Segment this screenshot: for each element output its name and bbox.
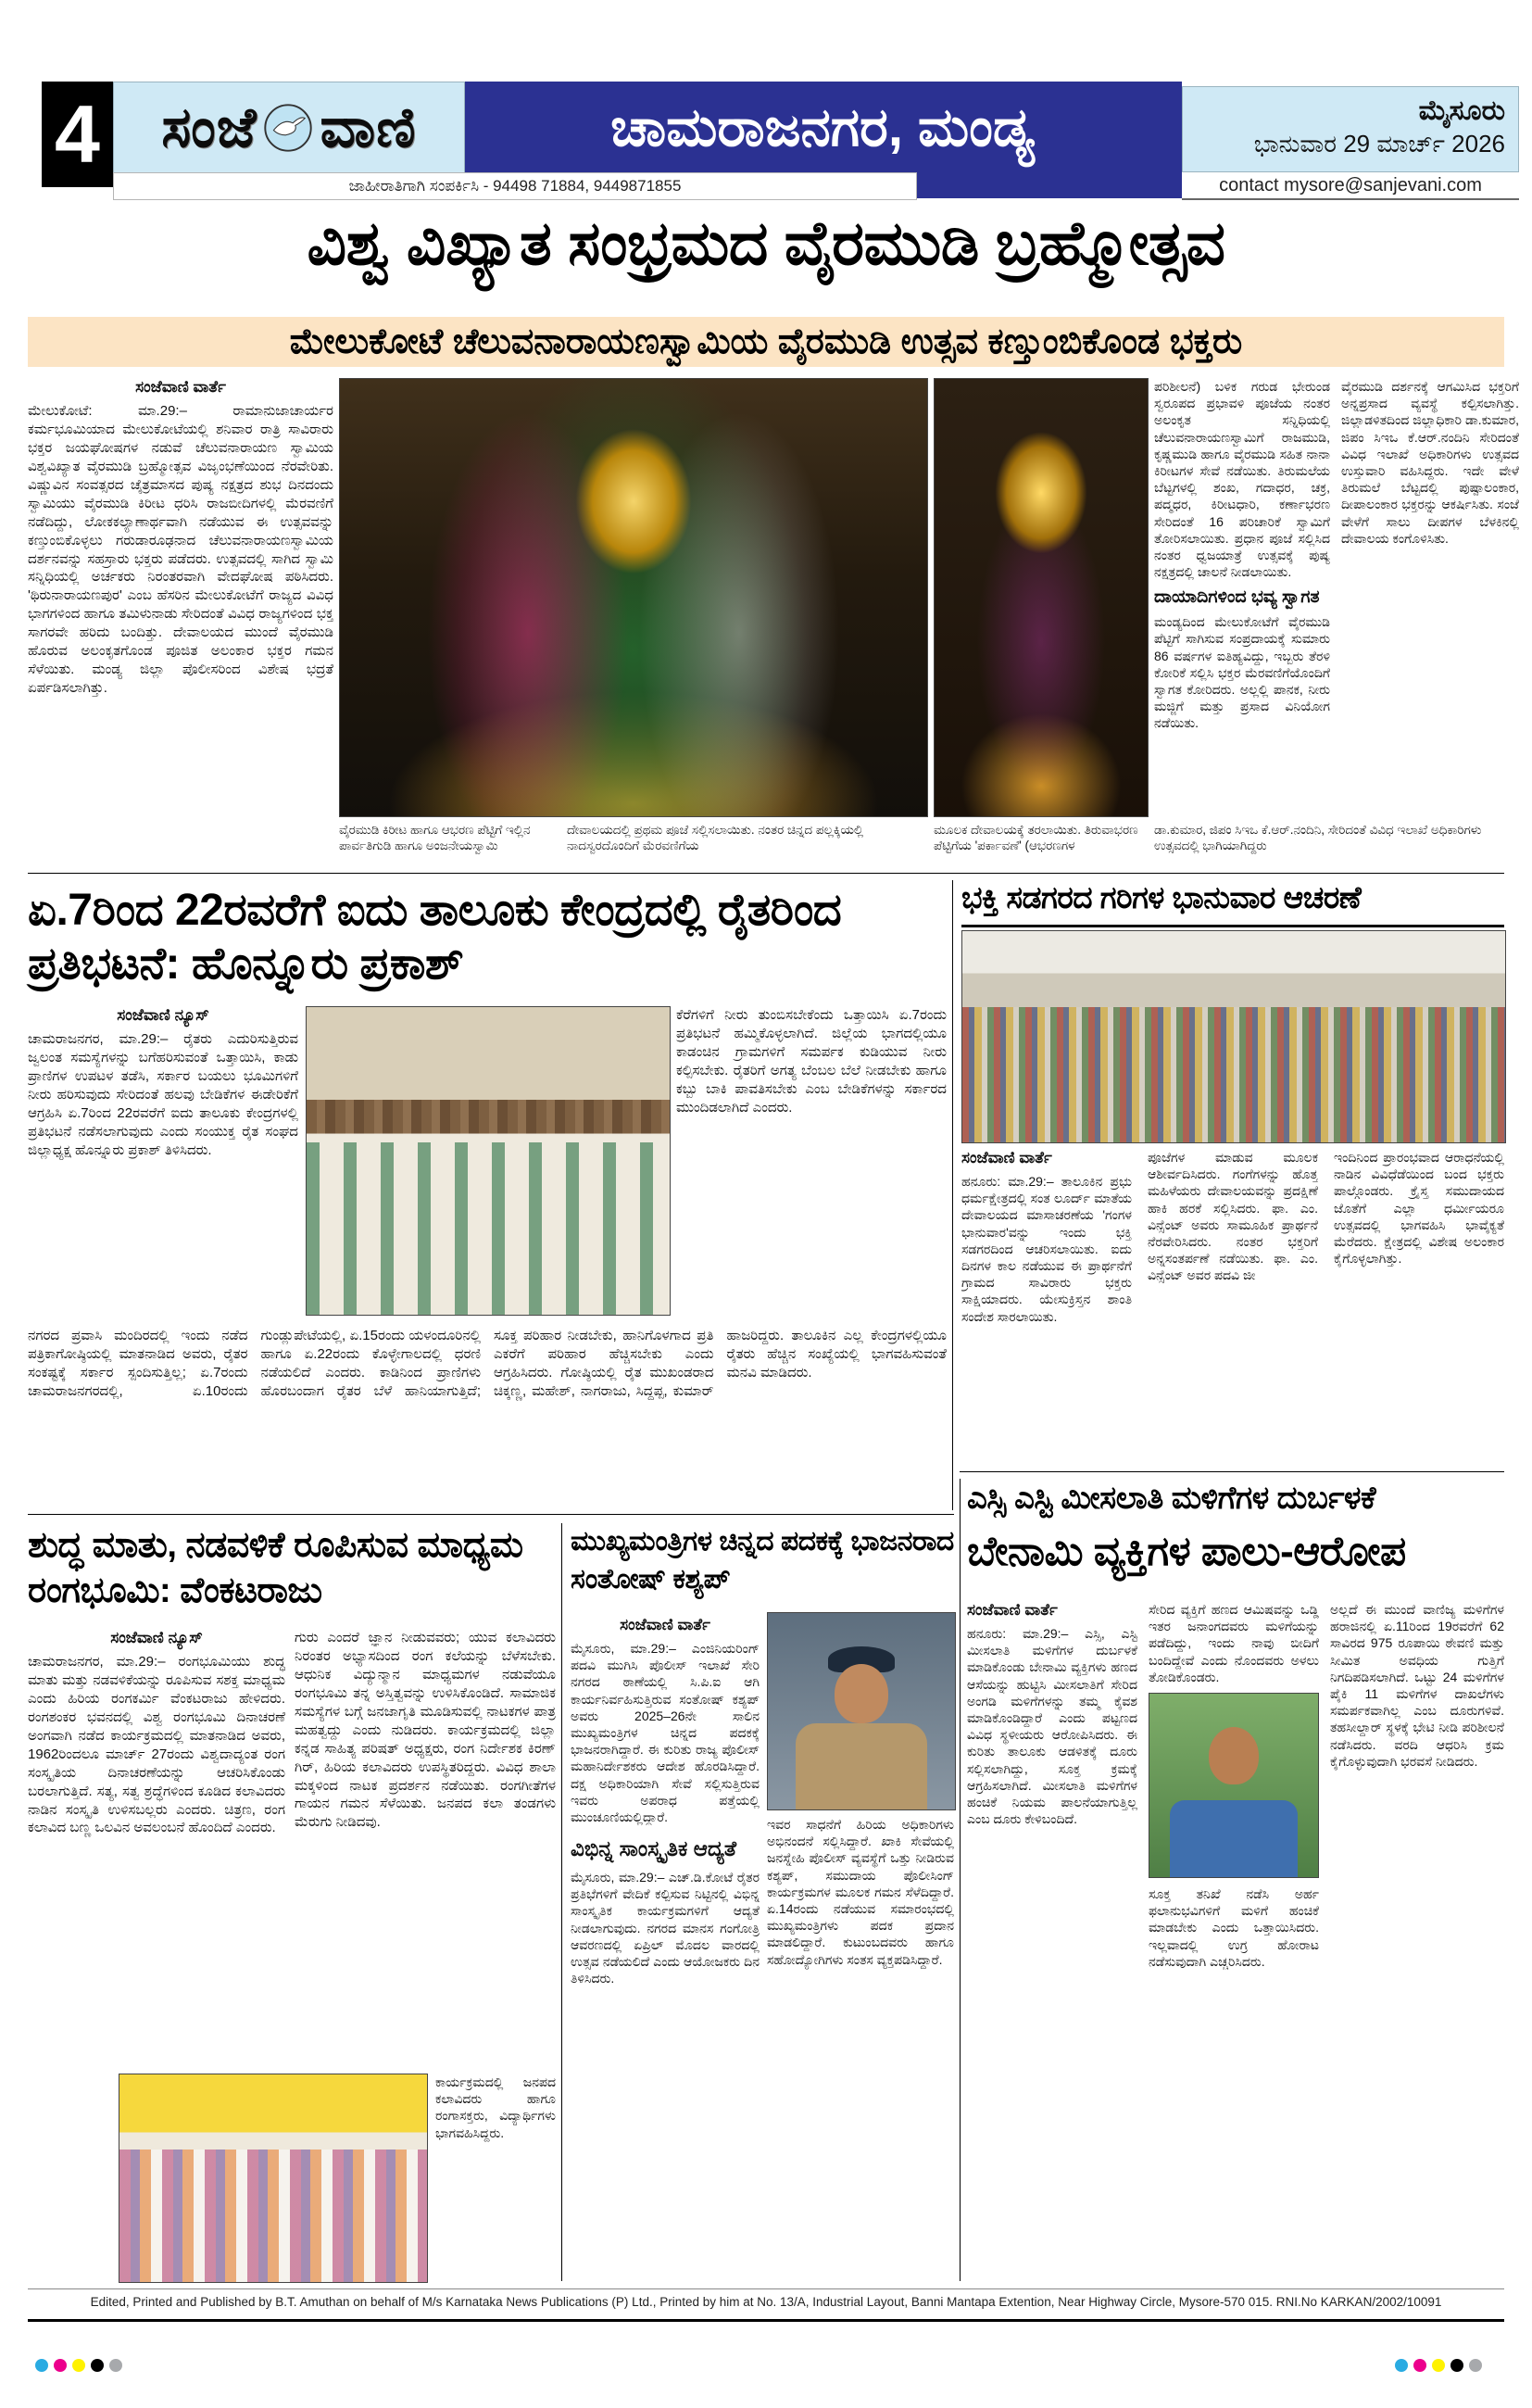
bhakti-byline: ಸಂಜೆವಾಣಿ ವಾರ್ತೆ	[961, 1149, 1052, 1166]
lead-column-right-1	[1154, 378, 1330, 871]
cyan-dot	[1395, 2359, 1408, 2372]
ranga-body-1: ಚಾಮರಾಜನಗರ, ಮಾ.29:– ರಂಗಭೂಮಿಯು ಶುದ್ಧ ಮಾತು ಮತ್ತು ನಡವಳಿಕೆಯನ್ನು ರೂಪಿಸುವ ಸಶಕ್ತ ಮಾಧ್ಯಮ ಎಂದು ಹಿರಿಯ ರಂಗಕರ್ಮಿ ವೆಂಕಟರಾಜು ಹೇಳಿದರು. ರಂಗಶಂಕರ ಭವನದಲ್ಲಿ ವಿಶ್ವ ರಂಗಭೂಮಿ ದಿನಾಚರಣೆ ಅಂಗವಾಗಿ ನಡೆದ ಕಾರ್ಯಕ್ರಮದಲ್ಲಿ ಮಾತನಾಡಿದ ಅವರು, 1962ರಿಂದಲೂ ಮಾರ್ಚ್ 27ರಂದು ವಿಶ್ವದಾದ್ಯಂತ ರಂಗ ಸಂಸ್ಕೃತಿಯ ದಿನಾಚರಣೆಯನ್ನು ಆಚರಿಸಿಕೊಂಡು ಬರಲಾಗುತ್ತಿದೆ. ಸತ್ಯ, ಸತ್ವ ಶ್ರದ್ಧೆಗಳಿಂದ ಕೂಡಿದ ಕಲಾವಿದರು ನಾಡಿನ ಸಂಸ್ಕೃತಿ ಉಳಿಸಬಲ್ಲರು ಎಂದರು. ಚಿತ್ರಣ, ರಂಗ ಕಲಾವಿದ ಬಣ್ಣ ಒಲವಿನ ಅವಲಂಬನೆ ಹೊಂದಿದೆ ಎಂದರು.	[28, 1654, 285, 1836]
section-divider-3	[960, 1471, 1504, 1472]
medal-body-1b: ಮೈಸೂರು, ಮಾ.29:– ಎಚ್.ಡಿ.ಕೋಟೆ ರೈತರ ಪ್ರತಿಭೆಗಳಿಗೆ ವೇದಿಕೆ ಕಲ್ಪಿಸುವ ನಿಟ್ಟಿನಲ್ಲಿ ವಿಭಿನ್ನ ಸಾಂಸ್ಕೃತಿಕ ಕಾರ್ಯಕ್ರಮಗಳಿಗೆ ಆದ್ಯತೆ ನೀಡಲಾಗುವುದು. ನಗರದ ಮಾನಸ ಗಂಗೋತ್ರಿ ಆವರಣದಲ್ಲಿ ಏಪ್ರಿಲ್ ಮೊದಲ ವಾರದಲ್ಲಿ ಉತ್ಸವ ನಡೆಯಲಿದೆ ಎಂದು ಆಯೋಜಕರು ದಿನ ತಿಳಿಸಿದರು.	[571, 1870, 760, 1986]
medal-byline: ಸಂಜೆವಾಣಿ ವಾರ್ತೆ	[620, 1616, 710, 1633]
column-rule-3	[960, 1479, 961, 2281]
photo-police-officer	[767, 1612, 956, 1810]
lead-body-right-1b: ಮಂಡ್ಯದಿಂದ ಮೇಲುಕೋಟೆಗೆ ವೈರಮುಡಿ ಪೆಟ್ಟಿಗೆ ಸಾಗಿಸುವ ಸಂಪ್ರದಾಯಕ್ಕೆ ಸುಮಾರು 86 ವರ್ಷಗಳ ಐತಿಹ್ಯವಿದ್ದು, ಇಬ್ಬರು ತೆರಳಿ ಕೋರಿಕೆ ಸಲ್ಲಿಸಿ ಭಕ್ತರ ಮೆರವಣಿಗೆಯೊಂದಿಗೆ ಸ್ವಾಗತ ಕೋರಿದರು. ಅಲ್ಲಲ್ಲಿ ಪಾನಕ, ನೀರು ಮಜ್ಜಿಗೆ ಮತ್ತು ಪ್ರಸಾದ ವಿನಿಯೋಗ ನಡೆಯಿತು.	[1154, 614, 1330, 731]
officer-uniform-shape	[796, 1723, 926, 1809]
magenta-dot	[54, 2359, 67, 2372]
man-shirt-shape	[1170, 1800, 1298, 1877]
man-head-shape	[1209, 1727, 1259, 1784]
bhakti-body-3: ಇಂದಿನಿಂದ ಪ್ರಾರಂಭವಾದ ಆರಾಧನೆಯಲ್ಲಿ ನಾಡಿನ ವಿವಿಧೆಡೆಯಿಂದ ಬಂದ ಭಕ್ತರು ಪಾಲ್ಗೊಂಡರು. ಕ್ರೈಸ್ತ ಸಮುದಾಯದ ಜೊತೆಗೆ ಎಲ್ಲಾ ಧರ್ಮೀಯರೂ ಉತ್ಸವದಲ್ಲಿ ಭಾಗವಹಿಸಿ ಭಾವೈಕ್ಯತೆ ಮೆರೆದರು. ಕ್ಷೇತ್ರದಲ್ಲಿ ವಿಶೇಷ ಅಲಂಕಾರ ಕೈಗೊಳ್ಳಲಾಗಿತ್ತು.	[1334, 1150, 1504, 1267]
section-divider-2	[28, 1514, 954, 1515]
benami-body-3: ಅಲ್ಲದೆ ಈ ಮುಂದೆ ವಾಣಿಜ್ಯ ಮಳಿಗೆಗಳ ಹರಾಜಿನಲ್ಲಿ ಏ.11ರಿಂದ 19ರವರೆಗೆ 62 ಸಾವಿರದ 975 ರೂಪಾಯಿ ಠೇವಣಿ ಮತ್ತು ಸೀಮಿತ ಅವಧಿಯ ಗುತ್ತಿಗೆ ನಿಗದಿಪಡಿಸಲಾಗಿದೆ. ಒಟ್ಟು 24 ಮಳಿಗೆಗಳ ಪೈಕಿ 11 ಮಳಿಗೆಗಳ ದಾಖಲೆಗಳು ಸಮರ್ಪಕವಾಗಿಲ್ಲ ಎಂಬ ದೂರುಗಳಿವೆ. ತಹಸೀಲ್ದಾರ್ ಸ್ಥಳಕ್ಕೆ ಭೇಟಿ ನೀಡಿ ಪರಿಶೀಲನೆ ನಡೆಸಿದರು. ವರದಿ ಆಧರಿಸಿ ಕ್ರಮ ಕೈಗೊಳ್ಳುವುದಾಗಿ ಭರವಸೆ ನೀಡಿದರು.	[1330, 1602, 1504, 1769]
lead-column-left	[28, 378, 333, 871]
gray-dot	[109, 2359, 122, 2372]
gray-dot	[1469, 2359, 1482, 2372]
edition-city: ಮೈಸೂರು	[1418, 95, 1505, 126]
bhakti-body-2: ಪೂಜೆಗಳ ಮಾಡುವ ಮೂಲಕ ಆಶೀರ್ವದಿಸಿದರು. ಗಂಗೆಗಳನ್ನು ಹೊತ್ತ ಮಹಿಳೆಯರು ದೇವಾಲಯವನ್ನು ಪ್ರದಕ್ಷಿಣೆ ಹಾಕಿ ಹರಕೆ ಸಲ್ಲಿಸಿದರು. ಫಾ. ಎಂ. ವಿನ್ಸೆಂಟ್ ಅವರು ಸಾಮೂಹಿಕ ಪ್ರಾರ್ಥನೆ ನೆರವೇರಿಸಿದರು. ನಂತರ ಭಕ್ತರಿಗೆ ಅನ್ನಸಂತರ್ಪಣೆ ನಡೆಯಿತು. ಫಾ. ಎಂ. ವಿನ್ಸೆಂಟ್ ಅವರ ಪದವಿ ಜೀ	[1148, 1150, 1318, 1283]
ranga-body-2: ಗುರು ಎಂದರೆ ಜ್ಞಾನ ನೀಡುವವರು; ಯುವ ಕಲಾವಿದರು ನಿರಂತರ ಅಭ್ಯಾಸದಿಂದ ರಂಗ ಕಲೆಯನ್ನು ಬೆಳೆಸಬೇಕು. ಆಧುನಿಕ ವಿದ್ಯುನ್ಮಾನ ಮಾಧ್ಯಮಗಳ ನಡುವೆಯೂ ರಂಗಭೂಮಿ ತನ್ನ ಅಸ್ತಿತ್ವವನ್ನು ಉಳಿಸಿಕೊಂಡಿದೆ. ಸಾಮಾಜಿಕ ಸಮಸ್ಯೆಗಳ ಬಗ್ಗೆ ಜನಜಾಗೃತಿ ಮೂಡಿಸುವಲ್ಲಿ ನಾಟಕಗಳ ಪಾತ್ರ ಮಹತ್ವದ್ದು ಎಂದು ನುಡಿದರು. ಕಾರ್ಯಕ್ರಮದಲ್ಲಿ ಜಿಲ್ಲಾ ಕನ್ನಡ ಸಾಹಿತ್ಯ ಪರಿಷತ್ ಅಧ್ಯಕ್ಷರು, ರಂಗ ನಿರ್ದೇಶಕ ಕಿರಣ್ ಗಿರ್, ಹಿರಿಯ ಕಲಾವಿದರು ಉಪಸ್ಥಿತರಿದ್ದರು. ವಿವಿಧ ಶಾಲಾ ಮಕ್ಕಳಿಂದ ನಾಟಕ ಪ್ರದರ್ಶನ ನಡೆಯಿತು. ರಂಗಗೀತೆಗಳ ಗಾಯನ ಗಮನ ಸೆಳೆಯಿತು. ಜನಪದ ಕಲಾ ತಂಡಗಳು ಮೆರುಗು ನೀಡಿದವು.	[295, 1630, 556, 1831]
yellow-dot	[1432, 2359, 1445, 2372]
lead-crosshead: ದಾಯಾದಿಗಳಿಂದ ಭವ್ಯ ಸ್ವಾಗತ	[1154, 587, 1320, 608]
photo-caption-3: ಮೂಲಕ ದೇವಾಲಯಕ್ಕೆ ತರಲಾಯಿತು. ತಿರುವಾಭರಣ ಪೆಟ್ಟಿಗೆಯ 'ಪರ್ಕಾವಣೆ' (ಆಭರಣಗಳ	[934, 823, 1138, 852]
photo-vairamudi-deity	[339, 378, 928, 817]
black-dot	[91, 2359, 104, 2372]
dove-icon	[264, 104, 312, 152]
farmers-headline: ಏ.7ರಿಂದ 22ರವರೆಗೆ ಐದು ತಾಲೂಕು ಕೇಂದ್ರದಲ್ಲಿ ರೈತರಿಂದ ಪ್ರತಿಭಟನೆ: ಹೊನ್ನೂರು ಪ್ರಕಾಶ್	[28, 886, 842, 989]
masthead-text-right: ವಾಣಿ	[320, 96, 417, 158]
benami-headline-line1: ಎಸ್ಸಿ ಎಸ್ಟಿ ಮೀಸಲಾತಿ ಮಳಿಗೆಗಳ ದುರ್ಬಳಕೆ	[967, 1481, 1376, 1516]
photo-caption-1: ವೈರಮುಡಿ ಕಿರೀಟ ಹಾಗೂ ಆಭರಣ ಪೆಟ್ಟಿಗೆ ಇಲ್ಲಿನ ಪಾರ್ವತಿಗುಡಿ ಹಾಗೂ ಅಂಜನೇಯಸ್ವಾಮಿ	[339, 823, 531, 852]
lead-body-left: ಮೇಲುಕೋಟೆ: ಮಾ.29:– ರಾಮಾನುಜಾಚಾರ್ಯರ ಕರ್ಮಭೂಮಿಯಾದ ಮೇಲುಕೋಟೆಯಲ್ಲಿ ಶನಿವಾರ ರಾತ್ರಿ ಸಾವಿರಾರು ಭಕ್ತರ ಜಯಘೋಷಗಳ ನಡುವೆ ಚೆಲುವನಾರಾಯಣ ಸ್ವಾಮಿಯ ವಿಶ್ವವಿಖ್ಯಾತ ವೈರಮುಡಿ ಬ್ರಹ್ಮೋತ್ಸವ ವಿಜೃಂಭಣೆಯಿಂದ ನೆರವೇರಿತು. ವಿಷ್ಣುವಿನ ಸಂವತ್ಸರದ ಚೈತ್ರಮಾಸದ ಪುಷ್ಯ ನಕ್ಷತ್ರದ ಶುಭ ದಿನದಂದು ಸ್ವಾಮಿಯು ವೈರಮುಡಿ ಕಿರೀಟ ಧರಿಸಿ ರಾಜಬೀದಿಗಳಲ್ಲಿ ಮೆರವಣಿಗೆ ನಡೆದಿದ್ದು, ಲೋಕಕಲ್ಯಾಣಾರ್ಥವಾಗಿ ನಡೆಯುವ ಈ ಉತ್ಸವವನ್ನು ಕಣ್ತುಂಬಿಕೊಳ್ಳಲು ಗರುಡಾರೂಢನಾದ ಚೆಲುವನಾರಾಯಣಸ್ವಾಮಿಯ ದರ್ಶನವನ್ನು ಸಹಸ್ರಾರು ಭಕ್ತರು ಪಡೆದರು. ಉತ್ಸವದಲ್ಲಿ ಸಾಗಿದ ಸ್ವಾಮಿ ಸನ್ನಿಧಿಯಲ್ಲಿ ಅರ್ಚಕರು ನಿರಂತರವಾಗಿ ವೇದಘೋಷ ಪಠಿಸಿದರು. 'ಥಿರುನಾರಾಯಣಪುರ' ಎಂಬ ಹೆಸರಿನ ಮೇಲುಕೋಟೆಗೆ ರಾಜ್ಯದ ವಿವಿಧ ಭಾಗಗಳಿಂದ ಹಾಗೂ ತಮಿಳುನಾಡು ಸೇರಿದಂತೆ ವಿವಿಧ ರಾಜ್ಯಗಳಿಂದ ಭಕ್ತ ಸಾಗರವೇ ಹರಿದು ಬಂದಿತ್ತು. ದೇವಾಲಯದ ಮುಂದೆ ವೈರಮುಡಿ ಹೊರುವ ಅಲಂಕೃತಗೊಂಡ ಪೂಜಿತ ಅಲಂಕಾರ ಭಕ್ತರ ಗಮನ ಸೆಳೆಯಿತು. ಮಂಡ್ಯ ಜಿಲ್ಲಾ ಪೊಲೀಸರಿಂದ ವಿಶೇಷ ಭದ್ರತೆ ಏರ್ಪಡಿಸಲಾಗಿತ್ತು.	[28, 403, 333, 697]
registration-dots-right	[1395, 2359, 1482, 2372]
magenta-dot	[1413, 2359, 1426, 2372]
medal-body-1a: ಮೈಸೂರು, ಮಾ.29:– ಎಂಜಿನಿಯರಿಂಗ್ ಪದವಿ ಮುಗಿಸಿ ಪೊಲೀಸ್ ಇಲಾಖೆ ಸೇರಿ ನಗರದ ಠಾಣೆಯಲ್ಲಿ ಸಿ.ಪಿ.ಐ ಆಗಿ ಕಾರ್ಯನಿರ್ವಹಿಸುತ್ತಿರುವ ಸಂತೋಷ್ ಕಶ್ಯಪ್ ಅವರು 2025–26ನೇ ಸಾಲಿನ ಮುಖ್ಯಮಂತ್ರಿಗಳ ಚಿನ್ನದ ಪದಕಕ್ಕೆ ಭಾಜನರಾಗಿದ್ದಾರೆ. ಈ ಕುರಿತು ರಾಜ್ಯ ಪೊಲೀಸ್ ಮಹಾನಿರ್ದೇಶಕರು ಆದೇಶ ಹೊರಡಿಸಿದ್ದಾರೆ. ದಕ್ಷ ಅಧಿಕಾರಿಯಾಗಿ ಸೇವೆ ಸಲ್ಲಿಸುತ್ತಿರುವ ಇವರು ಅಪರಾಧ ಪತ್ತೆಯಲ್ಲಿ ಮುಂಚೂಣಿಯಲ್ಲಿದ್ದಾರೆ.	[571, 1641, 760, 1824]
cyan-dot	[35, 2359, 48, 2372]
lead-byline: ಸಂಜೆವಾಣಿ ವಾರ್ತೆ	[135, 378, 226, 396]
photo-church-gathering	[961, 930, 1506, 1143]
farmers-byline: ಸಂಜೆವಾಣಿ ನ್ಯೂಸ್	[117, 1006, 209, 1024]
edition-date: ಭಾನುವಾರ 29 ಮಾರ್ಚ್ 2026	[1253, 130, 1505, 158]
edition-banner-text: ಚಾಮರಾಜನಗರ, ಮಂಡ್ಯ	[610, 97, 1035, 158]
lead-column-right-2	[1341, 378, 1519, 871]
photo-caption-4: ಡಾ.ಕುಮಾರ, ಜಿಪಂ ಸಿಇಒ ಕೆ.ಆರ್.ನಂದಿನಿ, ಸೇರಿದಂತೆ ವಿವಿಧ ಇಲಾಖೆ ಅಧಿಕಾರಿಗಳು ಉತ್ಸವದಲ್ಲಿ ಭಾಗಿಯಾಗಿದ್ದರು	[1154, 823, 1482, 852]
photo-caption-2: ದೇವಾಲಯದಲ್ಲಿ ಪ್ರಥಮ ಪೂಜೆ ಸಲ್ಲಿಸಲಾಯಿತು. ನಂತರ ಚಿನ್ನದ ಪಲ್ಲಕ್ಕಿಯಲ್ಲಿ ನಾದಸ್ವರದೊಂದಿಗೆ ಮೆರವಣಿಗೆಯ	[567, 823, 864, 852]
benami-byline: ಸಂಜೆವಾಣಿ ವಾರ್ತೆ	[967, 1601, 1058, 1619]
masthead-text-left: ಸಂಜೆ	[161, 96, 257, 158]
column-rule-1	[952, 880, 953, 1510]
lead-headline: ವಿಶ್ವ ವಿಖ್ಯಾತ ಸಂಭ್ರಮದ ವೈರಮುಡಿ ಬ್ರಹ್ಮೋತ್ಸವ	[307, 208, 1225, 277]
benami-body-2a: ಸೇರಿದ ವ್ಯಕ್ತಿಗೆ ಹಣದ ಆಮಿಷವನ್ನು ಒಡ್ಡಿ ಇತರ ಜನಾಂಗದವರು ಮಳಿಗೆಯನ್ನು ಪಡೆದಿದ್ದು, ಇಂದು ನಾವು ಬೀದಿಗೆ ಬಂದಿದ್ದೇವೆ ಎಂದು ನೊಂದವರು ಅಳಲು ತೋಡಿಕೊಂಡರು.	[1149, 1602, 1319, 1684]
benami-body-2b: ಸೂಕ್ತ ತನಿಖೆ ನಡೆಸಿ ಅರ್ಹ ಫಲಾನುಭವಿಗಳಿಗೆ ಮಳಿಗೆ ಹಂಚಿಕೆ ಮಾಡಬೇಕು ಎಂದು ಒತ್ತಾಯಿಸಿದರು. ಇಲ್ಲವಾದಲ್ಲಿ ಉಗ್ರ ಹೋರಾಟ ನಡೆಸುವುದಾಗಿ ಎಚ್ಚರಿಸಿದರು.	[1149, 1885, 1319, 1969]
advert-contact-text: ಜಾಹೀರಾತಿಗಾಗಿ ಸಂಪರ್ಕಿಸಿ - 94498 71884, 9449871855	[348, 177, 682, 195]
farmers-body-bottom: ನಗರದ ಪ್ರವಾಸಿ ಮಂದಿರದಲ್ಲಿ ಇಂದು ನಡೆದ ಪತ್ರಿಕಾಗೋಷ್ಠಿಯಲ್ಲಿ ಮಾತನಾಡಿದ ಅವರು, ರೈತರ ಸಂಕಷ್ಟಕ್ಕೆ ಸರ್ಕಾರ ಸ್ಪಂದಿಸುತ್ತಿಲ್ಲ; ಏ.7ರಂದು ಚಾಮರಾಜನಗರದಲ್ಲಿ, ಏ.10ರಂದು ಗುಂಡ್ಲುಪೇಟೆಯಲ್ಲಿ, ಏ.15ರಂದು ಯಳಂದೂರಿನಲ್ಲಿ ಹಾಗೂ ಏ.22ರಂದು ಕೊಳ್ಳೇಗಾಲದಲ್ಲಿ ಧರಣಿ ನಡೆಯಲಿದೆ ಎಂದರು. ಕಾಡಿನಿಂದ ಪ್ರಾಣಿಗಳು ಹೊರಬಂದಾಗ ರೈತರ ಬೆಳೆ ಹಾನಿಯಾಗುತ್ತಿದೆ; ಸೂಕ್ತ ಪರಿಹಾರ ನೀಡಬೇಕು, ಹಾನಿಗೊಳಗಾದ ಪ್ರತಿ ಎಕರೆಗೆ ಪರಿಹಾರ ಹೆಚ್ಚಿಸಬೇಕು ಎಂದು ಆಗ್ರಹಿಸಿದರು. ಗೋಷ್ಠಿಯಲ್ಲಿ ರೈತ ಮುಖಂಡರಾದ ಚಿಕ್ಕಣ್ಣ, ಮಹೇಶ್, ನಾಗರಾಜು, ಸಿದ್ದಪ್ಪ, ಕುಮಾರ್ ಹಾಜರಿದ್ದರು. ತಾಲೂಕಿನ ಎಲ್ಲ ಕೇಂದ್ರಗಳಲ್ಲಿಯೂ ರೈತರು ಹೆಚ್ಚಿನ ಸಂಖ್ಯೆಯಲ್ಲಿ ಭಾಗವಹಿಸುವಂತೆ ಮನವಿ ಮಾಡಿದರು.	[28, 1328, 947, 1399]
ranga-column-1	[28, 1629, 285, 2068]
bhakti-column-1	[961, 1149, 1132, 1508]
medal-column-1	[571, 1616, 760, 2281]
date-box	[1182, 86, 1519, 172]
ranga-headline: ಶುದ್ಧ ಮಾತು, ನಡವಳಿಕೆ ರೂಪಿಸುವ ಮಾಧ್ಯಮ ರಂಗಭೂಮಿ: ವೆಂಕಟರಾಜು	[28, 1526, 523, 1610]
advert-contact-line	[113, 172, 917, 200]
lead-body-right-1a: ಪರಿಶೀಲನೆ) ಬಳಿಕ ಗರುಡ ಭೇರುಂಡ ಸ್ವರೂಪದ ಪ್ರಭಾವಳಿ ಪೂಜೆಯ ನಂತರ ಅಲಂಕೃತ ಸನ್ನಿಧಿಯಲ್ಲಿ ಚೆಲುವನಾರಾಯಣಸ್ವಾಮಿಗೆ ರಾಜಮುಡಿ, ಕೃಷ್ಣಮುಡಿ ಹಾಗೂ ವೈರಮುಡಿ ಸಹಿತ ನಾನಾ ಕಿರೀಟಗಳ ಸೇವೆ ನಡೆಯಿತು. ತಿರುಮಲೆಯ ಬೆಟ್ಟಗಳಲ್ಲಿ ಶಂಖ, ಗದಾಧರ, ಚಕ್ರ, ಪದ್ಮಧರ, ಕಿರೀಟಧಾರಿ, ಕರ್ಣಾಭರಣ ಸೇರಿದಂತೆ 16 ಪರಿಚಾರಿಕೆ ಸ್ವಾಮಿಗೆ ತೋರಿಸಲಾಯಿತು. ಪ್ರಧಾನ ಪೂಜೆ ಸಲ್ಲಿಸಿದ ನಂತರ ಧ್ವಜಯಾತ್ರೆ ಉತ್ಸವಕ್ಕೆ ಪುಷ್ಯ ನಕ್ಷತ್ರದಲ್ಲಿ ಚಾಲನೆ ನೀಡಲಾಯಿತು.	[1154, 379, 1330, 580]
registration-dots-left	[35, 2359, 122, 2372]
benami-headline-line2: ಬೇನಾಮಿ ವ್ಯಕ್ತಿಗಳ ಪಾಲು-ಆರೋಪ	[967, 1529, 1406, 1574]
officer-head-shape	[835, 1664, 888, 1723]
farmers-body-1: ಚಾಮರಾಜನಗರ, ಮಾ.29:– ರೈತರು ಎದುರಿಸುತ್ತಿರುವ ಜ್ವಲಂತ ಸಮಸ್ಯೆಗಳನ್ನು ಬಗೆಹರಿಸುವಂತೆ ಒತ್ತಾಯಿಸಿ, ಕಾಡು ಪ್ರಾಣಿಗಳ ಉಪಟಳ ತಡೆಸಿ, ಸರ್ಕಾರ ಬಯಲು ಭೂಮಿಗಳಿಗೆ ನೀರು ಹರಿಸುವುದು ಸೇರಿದಂತೆ ಹಲವು ಬೇಡಿಕೆಗಳ ಈಡೇರಿಕೆಗೆ ಆಗ್ರಹಿಸಿ ಏ.7ರಿಂದ 22ರವರೆಗೆ ಐದು ತಾಲೂಕು ಕೇಂದ್ರಗಳಲ್ಲಿ ಪ್ರತಿಭಟನೆ ನಡೆಸಲಾಗುವುದು ಎಂದು ಸಂಯುಕ್ತ ರೈತ ಸಂಘದ ಜಿಲ್ಲಾಧ್ಯಕ್ಷ ಹೊನ್ನೂರು ಪ್ರಕಾಶ್ ತಿಳಿಸಿದರು.	[28, 1031, 298, 1158]
footer-rule	[28, 2319, 1504, 2322]
farmers-column-2	[676, 1006, 947, 1319]
ranga-body-side: ಕಾರ್ಯಕ್ರಮದಲ್ಲಿ ಜನಪದ ಕಲಾವಿದರು ಹಾಗೂ ರಂಗಾಸಕ್ತರು, ವಿದ್ಯಾರ್ಥಿಗಳು ಭಾಗವಹಿಸಿದ್ದರು.	[435, 2074, 556, 2140]
bhakti-headline: ಭಕ್ತಿ ಸಡಗರದ ಗರಿಗಳ ಭಾನುವಾರ ಆಚರಣೆ	[961, 880, 1504, 927]
farmers-column-1	[28, 1006, 298, 1319]
medal-headline: ಮುಖ್ಯಮಂತ್ರಿಗಳ ಚಿನ್ನದ ಪದಕಕ್ಕೆ ಭಾಜನರಾದ ಸಂತೋಷ್ ಕಶ್ಯಪ್	[571, 1526, 954, 1595]
page-number	[42, 82, 113, 187]
masthead	[113, 82, 465, 174]
yellow-dot	[72, 2359, 85, 2372]
column-rule-2	[561, 1523, 562, 2281]
medal-crosshead: ವಿಭಿನ್ನ ಸಾಂಸ್ಕೃತಿಕ ಆದ್ಯತೆ	[571, 1836, 737, 1861]
medal-body-2: ಇವರ ಸಾಧನೆಗೆ ಹಿರಿಯ ಅಧಿಕಾರಿಗಳು ಅಭಿನಂದನೆ ಸಲ್ಲಿಸಿದ್ದಾರೆ. ಖಾಕಿ ಸೇವೆಯಲ್ಲಿ ಜನಸ್ನೇಹಿ ಪೊಲೀಸ್ ವ್ಯವಸ್ಥೆಗೆ ಒತ್ತು ನೀಡಿರುವ ಕಶ್ಯಪ್, ಸಮುದಾಯ ಪೊಲೀಸಿಂಗ್ ಕಾರ್ಯಕ್ರಮಗಳ ಮೂಲಕ ಗಮನ ಸೆಳೆದಿದ್ದಾರೆ. ಏ.14ರಂದು ನಡೆಯುವ ಸಮಾರಂಭದಲ್ಲಿ ಮುಖ್ಯಮಂತ್ರಿಗಳು ಪದಕ ಪ್ರದಾನ ಮಾಡಲಿದ್ದಾರೆ. ಕುಟುಂಬದವರು ಹಾಗೂ ಸಹೋದ್ಯೋಗಿಗಳು ಸಂತಸ ವ್ಯಕ್ತಪಡಿಸಿದ್ದಾರೆ.	[767, 1817, 954, 1967]
benami-column-1	[967, 1601, 1137, 2281]
contact-email	[1182, 172, 1519, 200]
lead-body-right-2: ವೈರಮುಡಿ ದರ್ಶನಕ್ಕೆ ಆಗಮಿಸಿದ ಭಕ್ತರಿಗೆ ಅನ್ನಪ್ರಸಾದ ವ್ಯವಸ್ಥೆ ಕಲ್ಪಿಸಲಾಗಿತ್ತು. ಜಿಲ್ಲಾಡಳಿತದಿಂದ ಜಿಲ್ಲಾಧಿಕಾರಿ ಡಾ.ಕುಮಾರ, ಜಿಪಂ ಸಿಇಒ ಕೆ.ಆರ್.ನಂದಿನಿ ಸೇರಿದಂತೆ ವಿವಿಧ ಇಲಾಖೆ ಅಧಿಕಾರಿಗಳು ಉತ್ಸವದ ಉಸ್ತುವಾರಿ ವಹಿಸಿದ್ದರು. ಇದೇ ವೇಳೆ ತಿರುಮಲೆ ಬೆಟ್ಟದಲ್ಲಿ ಪುಷ್ಪಾಲಂಕಾರ, ದೀಪಾಲಂಕಾರ ಭಕ್ತರನ್ನು ಆಕರ್ಷಿಸಿತು. ಸಂಜೆ ವೇಳೆಗೆ ಸಾಲು ದೀಪಗಳ ಬೆಳಕಿನಲ್ಲಿ ದೇವಾಲಯ ಕಂಗೊಳಿಸಿತು.	[1341, 379, 1519, 546]
ranga-byline: ಸಂಜೆವಾಣಿ ನ್ಯೂಸ್	[110, 1629, 203, 1646]
photo-farmers-press-meet	[306, 1006, 671, 1316]
lead-subhead-text: ಮೇಲುಕೋಟೆ ಚೆಲುವನಾರಾಯಣಸ್ವಾಮಿಯ ವೈರಮುಡಿ ಉತ್ಸವ ಕಣ್ತುಂಬಿಕೊಂಡ ಭಕ್ತರು	[289, 321, 1243, 361]
lead-subhead	[28, 317, 1504, 367]
benami-body-1: ಹನೂರು: ಮಾ.29:– ಎಸ್ಸಿ, ಎಸ್ಟಿ ಮೀಸಲಾತಿ ಮಳಿಗೆಗಳ ದುರ್ಬಳಕೆ ಮಾಡಿಕೊಂಡು ಬೇನಾಮಿ ವ್ಯಕ್ತಿಗಳು ಹಣದ ಆಸೆಯನ್ನು ಹುಟ್ಟಿಸಿ ಮೀಸಲಾತಿಗೆ ಸೇರಿದ ಅಂಗಡಿ ಮಳಿಗೆಗಳನ್ನು ತಮ್ಮ ಕೈವಶ ಮಾಡಿಕೊಂಡಿದ್ದಾರೆ ಎಂದು ಪಟ್ಟಣದ ವಿವಿಧ ಸ್ಥಳೀಯರು ಆರೋಪಿಸಿದರು. ಈ ಕುರಿತು ತಾಲೂಕು ಆಡಳಿತಕ್ಕೆ ದೂರು ಸಲ್ಲಿಸಲಾಗಿದ್ದು, ಸೂಕ್ತ ಕ್ರಮಕ್ಕೆ ಆಗ್ರಹಿಸಲಾಗಿದೆ. ಮೀಸಲಾತಿ ಮಳಿಗೆಗಳ ಹಂಚಿಕೆ ನಿಯಮ ಪಾಲನೆಯಾಗುತ್ತಿಲ್ಲ ಎಂಬ ದೂರು ಕೇಳಿಬಂದಿದೆ.	[967, 1626, 1137, 1827]
photo-complainant-portrait	[1149, 1693, 1319, 1878]
page-number-text: 4	[55, 88, 100, 180]
photo-theatre-programme	[119, 2074, 428, 2283]
section-divider-1	[28, 873, 1504, 874]
imprint-line: Edited, Printed and Published by B.T. Amuthan on behalf of M/s Karnataka News Publications (P) Ltd., Printed by him at No. 13/A, Industrial Layout, Banni Mantapa Extention, Near Highway Circle, Mysore-570 015. RNI.No KARKAN/2002/10091	[90, 2295, 1442, 2309]
benami-column-2	[1149, 1601, 1319, 2281]
black-dot	[1450, 2359, 1463, 2372]
farmers-body-2: ಕೆರೆಗಳಿಗೆ ನೀರು ತುಂಬಿಸಬೇಕೆಂದು ಒತ್ತಾಯಿಸಿ ಏ.7ರಂದು ಪ್ರತಿಭಟನೆ ಹಮ್ಮಿಕೊಳ್ಳಲಾಗಿದೆ. ಜಿಲ್ಲೆಯ ಭಾಗದಲ್ಲಿಯೂ ಕಾಡಂಚಿನ ಗ್ರಾಮಗಳಿಗೆ ಸಮರ್ಪಕ ಕುಡಿಯುವ ನೀರು ಕಲ್ಪಿಸಬೇಕು. ರೈತರಿಗೆ ಅಗತ್ಯ ಬೆಂಬಲ ಬೆಲೆ ನೀಡಬೇಕು ಹಾಗೂ ಕಬ್ಬು ಬಾಕಿ ಪಾವತಿಸಬೇಕು ಎಂಬ ಬೇಡಿಕೆಗಳನ್ನು ಸರ್ಕಾರದ ಮುಂದಿಡಲಾಗಿದೆ ಎಂದರು.	[676, 1007, 947, 1116]
contact-email-text: contact mysore@sanjevani.com	[1219, 174, 1482, 195]
bhakti-body-1: ಹನೂರು: ಮಾ.29:– ತಾಲೂಕಿನ ಪ್ರಭು ಧರ್ಮಕ್ಷೇತ್ರದಲ್ಲಿ ಸಂತ ಲೂರ್ದ್ ಮಾತೆಯ ದೇವಾಲಯದ ಮಾಸಾಚರಣೆಯ 'ಗಂಗಳ ಭಾನುವಾರ'ವನ್ನು ಇಂದು ಭಕ್ತಿ ಸಡಗರದಿಂದ ಆಚರಿಸಲಾಯಿತು. ಐದು ದಿನಗಳ ಕಾಲ ನಡೆಯುವ ಈ ಪ್ರಾರ್ಥನೆಗೆ ಗ್ರಾಮದ ಸಾವಿರಾರು ಭಕ್ತರು ಸಾಕ್ಷಿಯಾದರು. ಯೇಸುಕ್ರಿಸ್ತನ ಶಾಂತಿ ಸಂದೇಶ ಸಾರಲಾಯಿತು.	[961, 1174, 1132, 1324]
footer-hairline	[28, 2288, 1504, 2289]
photo-deity-closeup	[934, 378, 1149, 817]
